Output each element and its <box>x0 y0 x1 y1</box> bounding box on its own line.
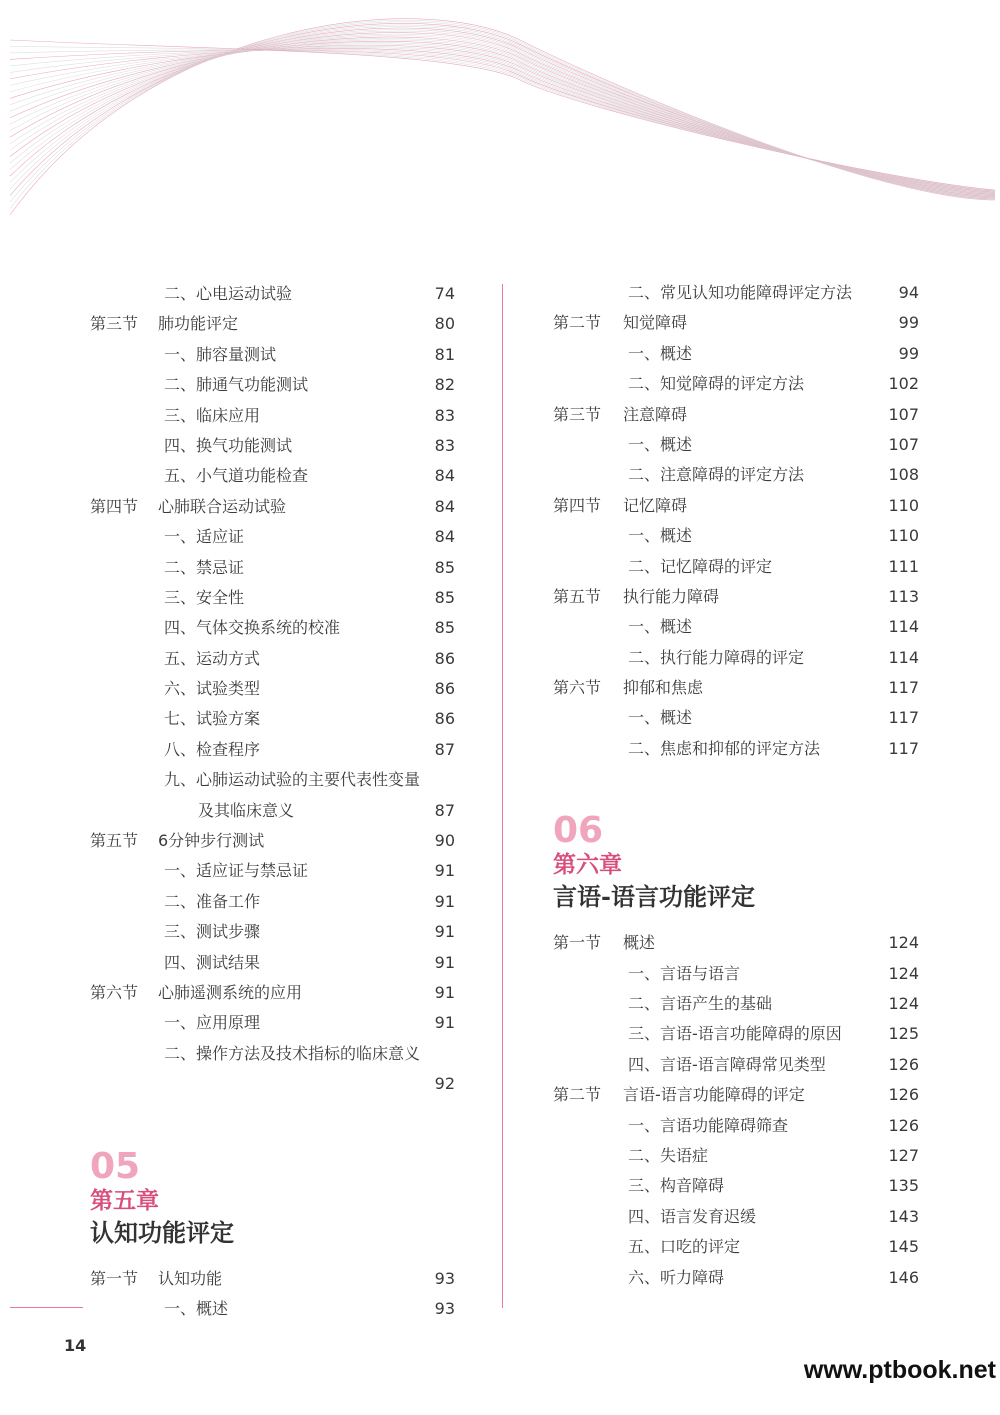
toc-entry-row <box>90 340 455 370</box>
entry-title: 一、言语功能障碍筛查 <box>628 1115 789 1135</box>
page-ref: 86 <box>434 679 455 699</box>
toc-section-row <box>90 309 455 339</box>
watermark-text: www.ptbook.net <box>803 1356 996 1384</box>
chapter-number: 05 <box>90 1145 141 1187</box>
page-ref: 83 <box>434 405 455 425</box>
page-ref: 94 <box>898 283 919 302</box>
page-ref: 99 <box>898 343 919 363</box>
entry-title: 执行能力障碍 <box>623 586 720 606</box>
entry-title: 一、肺容量测试 <box>164 344 277 364</box>
entry-title: 五、口吃的评定 <box>628 1237 741 1257</box>
entry-title: 三、测试步骤 <box>164 922 261 942</box>
entry-title: 一、适应证 <box>164 527 245 547</box>
toc-entry-row <box>90 461 455 491</box>
entry-title: 二、记忆障碍的评定 <box>628 556 773 576</box>
section-label: 第五节 <box>553 586 602 606</box>
toc-entry-row <box>553 278 919 308</box>
entry-title: 六、听力障碍 <box>628 1267 725 1287</box>
toc-entry-row <box>90 644 455 674</box>
toc-entry-row <box>90 796 455 826</box>
page-ref: 146 <box>888 1267 919 1287</box>
section-label: 第三节 <box>553 404 602 424</box>
page-ref: 86 <box>434 709 455 729</box>
section-label: 第五节 <box>90 831 139 851</box>
toc-section-row <box>553 491 919 521</box>
page-ref: 91 <box>434 982 455 1002</box>
entry-title: 五、运动方式 <box>164 648 261 668</box>
page-ref: 117 <box>888 678 919 698</box>
toc-entry-row <box>90 856 455 886</box>
toc-section-row <box>553 308 919 338</box>
toc-entry-row <box>553 1019 919 1049</box>
entry-title: 四、语言发育迟缓 <box>628 1206 757 1226</box>
chapter-5-heading <box>90 1145 455 1250</box>
toc-section-row <box>553 1080 919 1110</box>
page-ref: 87 <box>434 739 455 759</box>
entry-title: 二、注意障碍的评定方法 <box>628 465 805 485</box>
chapter-6-heading <box>553 812 919 914</box>
page-ref: 82 <box>434 375 455 395</box>
page-ref: 126 <box>888 1085 919 1105</box>
entry-title: 一、概述 <box>164 1298 229 1318</box>
toc-right-column <box>553 278 919 1293</box>
page-ref: 85 <box>434 557 455 577</box>
page-ref: 87 <box>434 800 455 820</box>
entry-title: 四、换气功能测试 <box>164 435 293 455</box>
entry-title: 二、焦虑和抑郁的评定方法 <box>628 738 821 758</box>
page-ref: 108 <box>888 465 919 485</box>
toc-section-row <box>90 978 455 1008</box>
page-ref: 110 <box>888 495 919 515</box>
toc-entry-row <box>553 1050 919 1080</box>
entry-title: 三、临床应用 <box>164 405 261 425</box>
entry-title: 二、言语产生的基础 <box>628 994 773 1014</box>
toc-entry-row <box>90 917 455 947</box>
page-ref: 83 <box>434 435 455 455</box>
page-ref: 114 <box>888 647 919 667</box>
toc-entry-row <box>553 1232 919 1262</box>
toc-section-row <box>553 582 919 612</box>
entry-title: 八、检查程序 <box>164 739 261 759</box>
toc-entry-row <box>90 401 455 431</box>
section-label: 第一节 <box>90 1268 139 1288</box>
toc-entry-row <box>90 704 455 734</box>
entry-title: 六、试验类型 <box>164 679 261 699</box>
section-label: 第二节 <box>553 1085 602 1105</box>
page-ref: 91 <box>434 891 455 911</box>
page-ref: 99 <box>898 313 919 333</box>
wave-line <box>10 33 995 197</box>
page-ref: 117 <box>888 738 919 758</box>
wave-line <box>10 30 995 198</box>
entry-title: 及其临床意义 <box>198 800 295 820</box>
toc-section-row <box>90 826 455 856</box>
toc-entry-row <box>553 959 919 989</box>
toc-entry-row <box>553 339 919 369</box>
entry-title: 二、常见认知功能障碍评定方法 <box>628 283 853 302</box>
toc-entry-row <box>553 703 919 733</box>
page-ref: 111 <box>888 556 919 576</box>
entry-title: 三、言语-语言功能障碍的原因 <box>628 1024 842 1044</box>
entry-title: 记忆障碍 <box>623 495 688 515</box>
page-ref: 125 <box>888 1024 919 1044</box>
chapter-label: 第六章 <box>553 851 622 879</box>
page-ref: 74 <box>434 284 455 303</box>
page-ref: 85 <box>434 587 455 607</box>
section-label: 第四节 <box>553 495 602 515</box>
toc-entry-row <box>90 1294 455 1324</box>
chapter-title: 认知功能评定 <box>90 1217 234 1247</box>
page-ref: 81 <box>434 344 455 364</box>
page-ref: 93 <box>434 1298 455 1318</box>
toc-right-entries <box>553 278 919 764</box>
entry-title: 一、概述 <box>628 526 693 546</box>
entry-title: 四、气体交换系统的校准 <box>164 618 341 638</box>
page-ref: 127 <box>888 1145 919 1165</box>
toc-entry-row <box>90 583 455 613</box>
entry-title: 言语-语言功能障碍的评定 <box>623 1085 805 1105</box>
page-ref: 107 <box>888 434 919 454</box>
page-ref: 91 <box>434 922 455 942</box>
toc-entry-row <box>553 460 919 490</box>
toc-entry-row <box>553 1171 919 1201</box>
entry-title: 二、知觉障碍的评定方法 <box>628 374 805 394</box>
entry-title: 知觉障碍 <box>623 313 688 333</box>
section-label: 第六节 <box>90 982 139 1002</box>
section-label: 第一节 <box>553 933 602 953</box>
entry-title: 二、心电运动试验 <box>164 284 293 303</box>
page-ref: 126 <box>888 1054 919 1074</box>
page-ref: 102 <box>888 374 919 394</box>
page-ref: 91 <box>434 861 455 881</box>
entry-title: 九、心肺运动试验的主要代表性变量 <box>164 770 421 790</box>
page-ref: 85 <box>434 618 455 638</box>
page-ref: 124 <box>888 963 919 983</box>
page-ref: 92 <box>434 1074 455 1094</box>
page-number: 14 <box>64 1336 87 1355</box>
section-label: 第三节 <box>90 314 139 334</box>
toc-entry-row <box>553 1263 919 1293</box>
toc-entry-row <box>90 431 455 461</box>
page-ref: 114 <box>888 617 919 637</box>
entry-title: 一、概述 <box>628 708 693 728</box>
toc-entry-row <box>553 643 919 673</box>
toc-section-row <box>553 928 919 958</box>
entry-title: 心肺联合运动试验 <box>158 496 287 516</box>
column-divider <box>502 284 503 1308</box>
page-ref: 113 <box>888 586 919 606</box>
toc-entry-row <box>90 1039 455 1069</box>
toc-entry-row <box>553 430 919 460</box>
toc-entry-row <box>90 1069 455 1099</box>
footer-rule <box>10 1307 83 1308</box>
toc-entry-row <box>90 765 455 795</box>
page-ref: 117 <box>888 708 919 728</box>
toc-left-entries <box>90 279 455 1100</box>
entry-title: 一、适应证与禁忌证 <box>164 861 309 881</box>
toc-entry-row <box>553 1141 919 1171</box>
page-ref: 90 <box>434 831 455 851</box>
toc-entry-row <box>553 369 919 399</box>
entry-title: 概述 <box>623 933 656 953</box>
entry-title: 二、失语症 <box>628 1145 709 1165</box>
wave-line <box>10 38 995 195</box>
entry-title: 三、构音障碍 <box>628 1176 725 1196</box>
entry-title: 四、言语-语言障碍常见类型 <box>628 1054 826 1074</box>
toc-left-column <box>90 279 455 1324</box>
toc-entry-row <box>90 370 455 400</box>
entry-title: 6分钟步行测试 <box>158 831 265 851</box>
page-ref: 145 <box>888 1237 919 1257</box>
toc-entry-row <box>90 522 455 552</box>
toc-entry-row <box>553 989 919 1019</box>
chapter-number: 06 <box>553 810 604 852</box>
toc-entry-row <box>90 674 455 704</box>
entry-title: 肺功能评定 <box>158 314 239 334</box>
toc-entry-row <box>553 734 919 764</box>
section-label: 第四节 <box>90 496 139 516</box>
entry-title: 二、操作方法及技术指标的临床意义 <box>164 1043 421 1063</box>
entry-title: 二、肺通气功能测试 <box>164 375 309 395</box>
toc-entry-row <box>553 521 919 551</box>
page-ref: 110 <box>888 526 919 546</box>
page-ref: 143 <box>888 1206 919 1226</box>
page-ref: 93 <box>434 1268 455 1288</box>
page-ref: 126 <box>888 1115 919 1135</box>
toc-section-row <box>553 400 919 430</box>
chapter-title: 言语-语言功能评定 <box>553 882 755 912</box>
wave-line <box>10 23 995 199</box>
entry-title: 注意障碍 <box>623 404 688 424</box>
chapter-5-entries <box>90 1264 455 1325</box>
toc-entry-row <box>553 612 919 642</box>
wave-line <box>10 22 995 202</box>
entry-title: 五、小气道功能检查 <box>164 466 309 486</box>
page-ref: 86 <box>434 648 455 668</box>
toc-entry-row <box>553 552 919 582</box>
page-ref: 91 <box>434 952 455 972</box>
entry-title: 七、试验方案 <box>164 709 261 729</box>
entry-title: 心肺遥测系统的应用 <box>158 982 303 1002</box>
page-ref: 124 <box>888 994 919 1014</box>
page-ref: 91 <box>434 1013 455 1033</box>
toc-entry-row <box>90 948 455 978</box>
page-ref: 124 <box>888 933 919 953</box>
section-label: 第六节 <box>553 678 602 698</box>
toc-section-row <box>553 673 919 703</box>
entry-title: 抑郁和焦虑 <box>623 678 704 698</box>
page-ref: 107 <box>888 404 919 424</box>
entry-title: 一、概述 <box>628 434 693 454</box>
page-ref: 84 <box>434 496 455 516</box>
entry-title: 二、准备工作 <box>164 891 261 911</box>
section-label: 第二节 <box>553 313 602 333</box>
page-ref: 80 <box>434 314 455 334</box>
entry-title: 认知功能 <box>158 1268 223 1288</box>
entry-title: 三、安全性 <box>164 587 245 607</box>
toc-section-row <box>90 492 455 522</box>
page-ref: 84 <box>434 466 455 486</box>
entry-title: 一、概述 <box>628 343 693 363</box>
toc-entry-row <box>90 553 455 583</box>
chapter-label: 第五章 <box>90 1186 159 1214</box>
entry-title: 一、言语与语言 <box>628 963 741 983</box>
toc-entry-row <box>553 1111 919 1141</box>
entry-title: 一、应用原理 <box>164 1013 261 1033</box>
entry-title: 四、测试结果 <box>164 952 261 972</box>
entry-title: 二、执行能力障碍的评定 <box>628 647 805 667</box>
toc-entry-row <box>553 1202 919 1232</box>
wave-line <box>10 37 995 196</box>
toc-entry-row <box>90 279 455 309</box>
toc-entry-row <box>90 887 455 917</box>
toc-entry-row <box>90 613 455 643</box>
toc-section-row <box>90 1264 455 1294</box>
toc-entry-row <box>90 735 455 765</box>
entry-title: 二、禁忌证 <box>164 557 245 577</box>
toc-entry-row <box>90 1008 455 1038</box>
page-ref: 135 <box>888 1176 919 1196</box>
page-ref: 84 <box>434 527 455 547</box>
entry-title: 一、概述 <box>628 617 693 637</box>
chapter-6-entries <box>553 928 919 1293</box>
decorative-wave-lines <box>0 0 1000 240</box>
